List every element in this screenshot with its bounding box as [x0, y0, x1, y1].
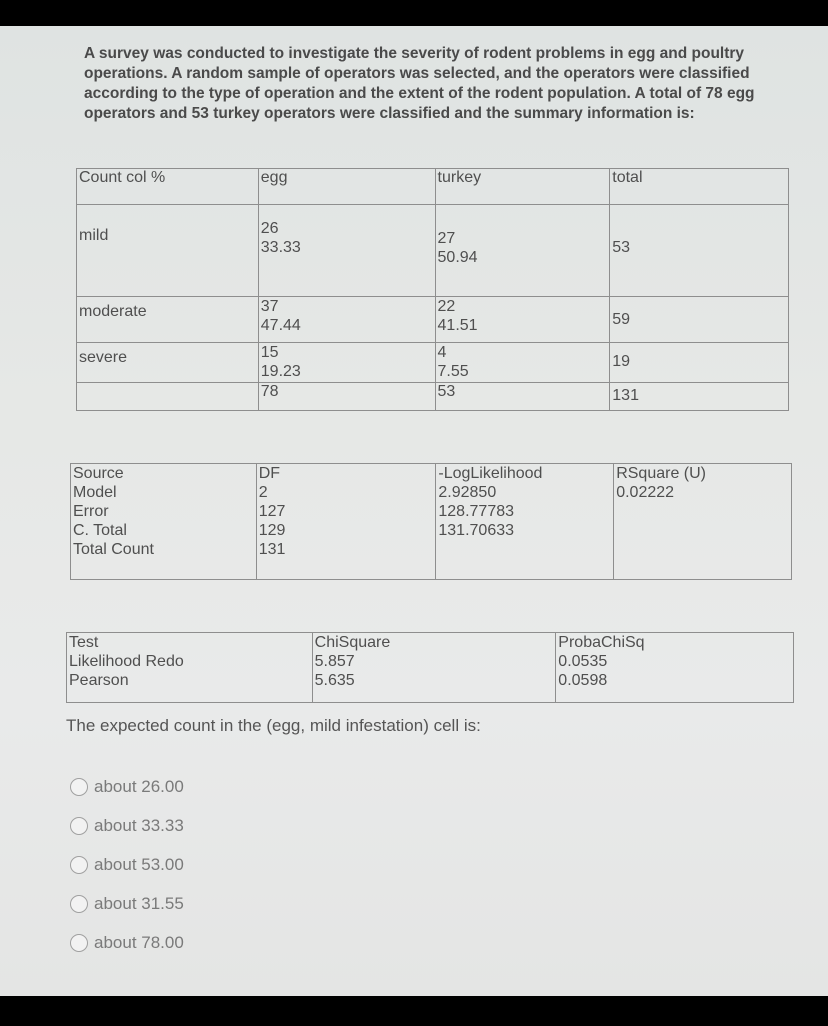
radio-circle-icon[interactable] [70, 934, 88, 952]
rsquare-column: RSquare (U) 0.02222 [614, 464, 792, 580]
answer-option-1[interactable] [70, 777, 184, 797]
answer-label: about 78.00 [94, 933, 184, 952]
answer-option-2[interactable] [70, 816, 184, 836]
table-row [67, 633, 794, 703]
source-column: Source Model Error C. Total Total Count [71, 464, 257, 580]
likelihood-table [70, 463, 792, 580]
answer-label: about 31.55 [94, 894, 184, 913]
total-cell: 59 [610, 297, 789, 343]
table-row [77, 343, 789, 383]
header-total: total [610, 169, 789, 205]
grand-total: 131 [610, 383, 789, 411]
turkey-cell: 27 50.94 [435, 205, 610, 297]
loglikelihood-column: -LogLikelihood 2.92850 128.77783 131.70633 [436, 464, 614, 580]
egg-cell: 15 19.23 [258, 343, 435, 383]
egg-total: 78 [258, 383, 435, 411]
screen-area [0, 26, 828, 996]
table-row [77, 383, 789, 411]
radio-circle-icon[interactable] [70, 895, 88, 913]
total-cell: 19 [610, 343, 789, 383]
row-label: mild [77, 205, 259, 297]
answer-label: about 26.00 [94, 777, 184, 796]
table-row [77, 297, 789, 343]
answer-label: about 33.33 [94, 816, 184, 835]
question-text: The expected count in the (egg, mild infestation) cell is: [66, 716, 481, 735]
answer-option-5[interactable] [70, 933, 184, 953]
header-turkey: turkey [435, 169, 610, 205]
egg-cell: 37 47.44 [258, 297, 435, 343]
df-column: DF 2 127 129 131 [256, 464, 436, 580]
probachisq-column: ProbaChiSq 0.0535 0.0598 [556, 633, 794, 703]
turkey-cell: 4 7.55 [435, 343, 610, 383]
row-label: severe [77, 343, 259, 383]
chisquare-column: ChiSquare 5.857 5.635 [312, 633, 556, 703]
header-count-col: Count col % [77, 169, 259, 205]
question-prompt: A survey was conducted to investigate the severity of rodent problems in egg and poultry operations. A random sample of operators was selected, and the operators were classified according to the type of operation and the extent of the rodent population. A total of 78 egg operators and 53 turkey operators were classified and the summary information is: [84, 45, 755, 122]
turkey-total: 53 [435, 383, 610, 411]
test-column: Test Likelihood Redo Pearson [67, 633, 313, 703]
egg-cell: 26 33.33 [258, 205, 435, 297]
chisquare-test-table [66, 632, 794, 703]
total-cell: 53 [610, 205, 789, 297]
answer-option-4[interactable] [70, 894, 184, 914]
table-row [71, 464, 792, 580]
radio-circle-icon[interactable] [70, 817, 88, 835]
header-egg: egg [258, 169, 435, 205]
answer-label: about 53.00 [94, 855, 184, 874]
row-label: moderate [77, 297, 259, 343]
radio-circle-icon[interactable] [70, 856, 88, 874]
table-row [77, 205, 789, 297]
answer-option-3[interactable] [70, 855, 184, 875]
turkey-cell: 22 41.51 [435, 297, 610, 343]
crosstab-table [76, 168, 789, 411]
totals-label [77, 383, 259, 411]
radio-circle-icon[interactable] [70, 778, 88, 796]
table-row [77, 169, 789, 205]
